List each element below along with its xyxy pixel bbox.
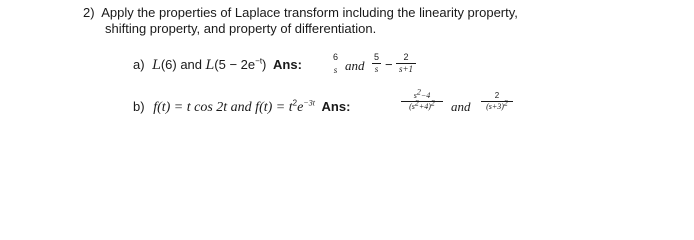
part-a-and: and — [345, 58, 365, 73]
part-a-line — [133, 57, 302, 73]
laplace-symbol-2: L — [205, 58, 215, 73]
fraction-denominator: s — [333, 65, 338, 75]
part-b-line — [133, 99, 350, 116]
problem-heading-line1 — [83, 5, 518, 20]
fraction-denominator: $(s^2+4)^2$ — [409, 98, 435, 111]
part-a-minus: − — [385, 57, 393, 72]
fraction-numerator: 2 — [494, 91, 500, 100]
fraction-denominator: $(s+3)^2$ — [486, 98, 508, 111]
part-b-functions: f(t) = t cos 2t and f(t) = t — [153, 100, 293, 115]
part-b-e: e — [297, 100, 304, 115]
problem-number: 2) — [83, 5, 95, 20]
part-a-expr1: (6) and — [160, 57, 203, 72]
fraction-denominator: s — [374, 64, 379, 74]
part-b-exponent: −3t — [303, 98, 315, 108]
part-a-exponent: −t — [255, 56, 263, 66]
laplace-symbol: L — [152, 58, 161, 73]
part-b-fraction-2 — [481, 92, 513, 111]
part-b-square: 2 — [292, 98, 298, 108]
fraction-numerator: 5 — [373, 52, 379, 62]
part-a-fraction-1 — [331, 53, 340, 75]
part-a-close: ) — [262, 57, 267, 72]
problem-text-line1: Apply the properties of Laplace transform including the linearity property, — [101, 5, 518, 20]
part-b-label: b) — [133, 99, 145, 114]
fraction-denominator: s+1 — [398, 64, 414, 74]
part-a-fraction-2 — [372, 53, 381, 74]
problem-text-line2: shifting property, and property of differentiation. — [105, 21, 377, 36]
fraction-numerator: $s^2-4$ — [413, 87, 431, 100]
part-a-expr2: (5 − 2e — [214, 57, 256, 72]
part-b-fraction-1 — [401, 87, 443, 111]
fraction-numerator: 2 — [403, 52, 409, 62]
part-a-ans-label: Ans: — [273, 57, 302, 72]
part-b-and: and — [451, 99, 471, 114]
part-b-ans-label: Ans: — [321, 99, 351, 114]
part-a-fraction-3 — [396, 53, 416, 74]
fraction-numerator: 6 — [332, 52, 338, 62]
part-a-label: a) — [133, 57, 145, 72]
